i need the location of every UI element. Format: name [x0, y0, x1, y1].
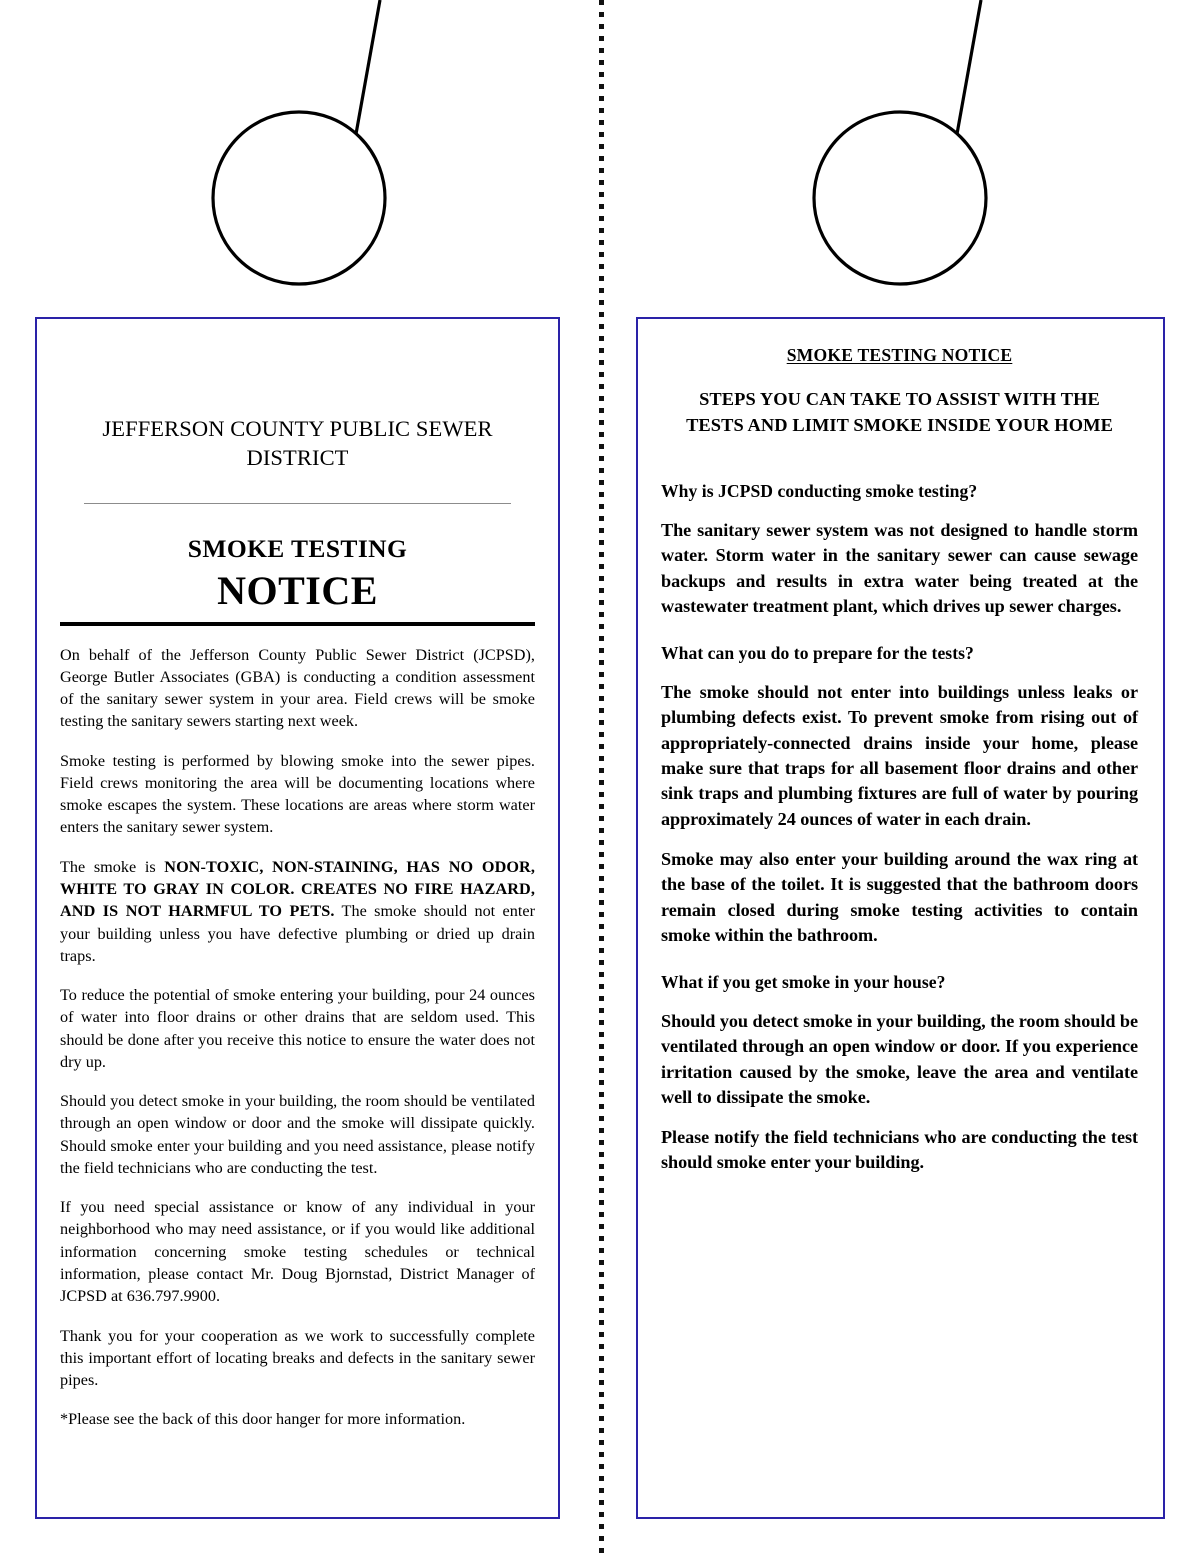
- faq-question-3: What if you get smoke in your house?: [661, 972, 946, 993]
- faq-answer-2b: Smoke may also enter your building around the wax ring at the base of the toilet. It is suggested that the bathroom doors remain closed during smoke testing activities to contain smoke within the bathroom.: [661, 848, 1138, 945]
- faq-answer-1a: The sanitary sewer system was not designed to handle storm water. Storm water in the sanitary sewer can cause sewage backups and results in extra water being treated at the wastewater treatment plant, which drives up sewer charges.: [661, 520, 1138, 616]
- header-divider-thick: [60, 622, 535, 626]
- back-body-text: [661, 480, 1138, 1176]
- front-paragraph-smoke-properties: [60, 856, 535, 967]
- front-paragraph-2: Smoke testing is performed by blowing smoke into the sewer pipes. Field crews monitoring the area will be documenting locations where smoke escapes the system. These locations are areas where storm water enters the sanitary sewer system.: [60, 751, 535, 837]
- front-heading-line1: SMOKE TESTING: [187, 533, 408, 563]
- back-panel: [636, 317, 1165, 1519]
- faq-answer-3a: Should you detect smoke in your building, the room should be ventilated through an open window or door. If you experience irritation caused by the smoke, leave the area and ventilate well to dissipate the smoke.: [661, 1010, 1138, 1107]
- right-knob-slit: [957, 0, 981, 134]
- faq-answer-2a: The smoke should not enter into buildings unless leaks or plumbing defects exist. To prevent smoke from rising out of appropriately-connected drains inside your home, please make sure that traps for all basement floor drains and other sink traps and plumbing fixtures are full of water by pouring approximately 24 ounces of water in each drain.: [661, 682, 1138, 829]
- faq-question-1: Why is JCPSD conducting smoke testing?: [661, 481, 978, 502]
- front-heading-line2: NOTICE: [217, 567, 378, 613]
- front-paragraph-thanks: Thank you for your cooperation as we work to successfully complete this important effort of locating breaks and defects in the sanitary sewer pipes.: [60, 1326, 535, 1390]
- smoke-emphasis-text: NON-TOXIC, NON-STAINING, HAS NO ODOR, WHITE TO GRAY IN COLOR. CREATES NO FIRE HAZARD, AND IS NOT HARMFUL TO PETS.: [60, 857, 535, 921]
- organization-title: JEFFERSON COUNTY PUBLIC SEWER DISTRICT: [102, 416, 493, 470]
- smoke-tail-text: The smoke should not enter your building unless you have defective plumbing or dried up drain traps.: [60, 902, 535, 965]
- header-divider-thin: [84, 503, 511, 504]
- back-panel-title: SMOKE TESTING NOTICE: [786, 345, 1013, 365]
- left-knob-hole-circle: [213, 112, 385, 284]
- faq-question-2: What can you do to prepare for the tests?: [661, 643, 974, 664]
- front-body-text: [60, 644, 535, 1431]
- front-paragraph-contact: If you need special assistance or know of any individual in your neighborhood who may need assistance, or if you would like additional information concerning smoke testing schedules or technical information, please contact Mr. Doug Bjornstad, District Manager of JCPSD at 636.797.9900.: [60, 1198, 535, 1306]
- back-panel-subtitle: STEPS YOU CAN TAKE TO ASSIST WITH THE TESTS AND LIMIT SMOKE INSIDE YOUR HOME: [686, 389, 1113, 436]
- front-panel: [35, 317, 560, 1519]
- front-paragraph-4: Should you detect smoke in your building, the room should be ventilated through an open window or door and the smoke will dissipate quickly. Should smoke enter your building and you need assistance, please notify the field technicians who are conducting the test.: [60, 1092, 535, 1177]
- left-knob-slit: [356, 0, 380, 134]
- center-perforation-divider: [599, 0, 604, 1553]
- smoke-lead-text: The smoke is: [60, 857, 165, 876]
- front-paragraph-1: On behalf of the Jefferson County Public Sewer District (JCPSD), George Butler Associates (GBA) is conducting a condition assessment of the sanitary sewer system in your area. Field crews will be smoke testing the sanitary sewers starting next week.: [60, 645, 535, 731]
- right-knob-hole-circle: [814, 112, 986, 284]
- faq-answer-3b: Please notify the field technicians who are conducting the test should smoke enter your building.: [661, 1127, 1138, 1173]
- front-paragraph-footnote: *Please see the back of this door hanger for more information.: [60, 1410, 466, 1429]
- front-paragraph-3: To reduce the potential of smoke entering your building, pour 24 ounces of water into floor drains or other drains that are seldom used. This should be done after you receive this notice to ensure the water does not dry up.: [60, 986, 535, 1071]
